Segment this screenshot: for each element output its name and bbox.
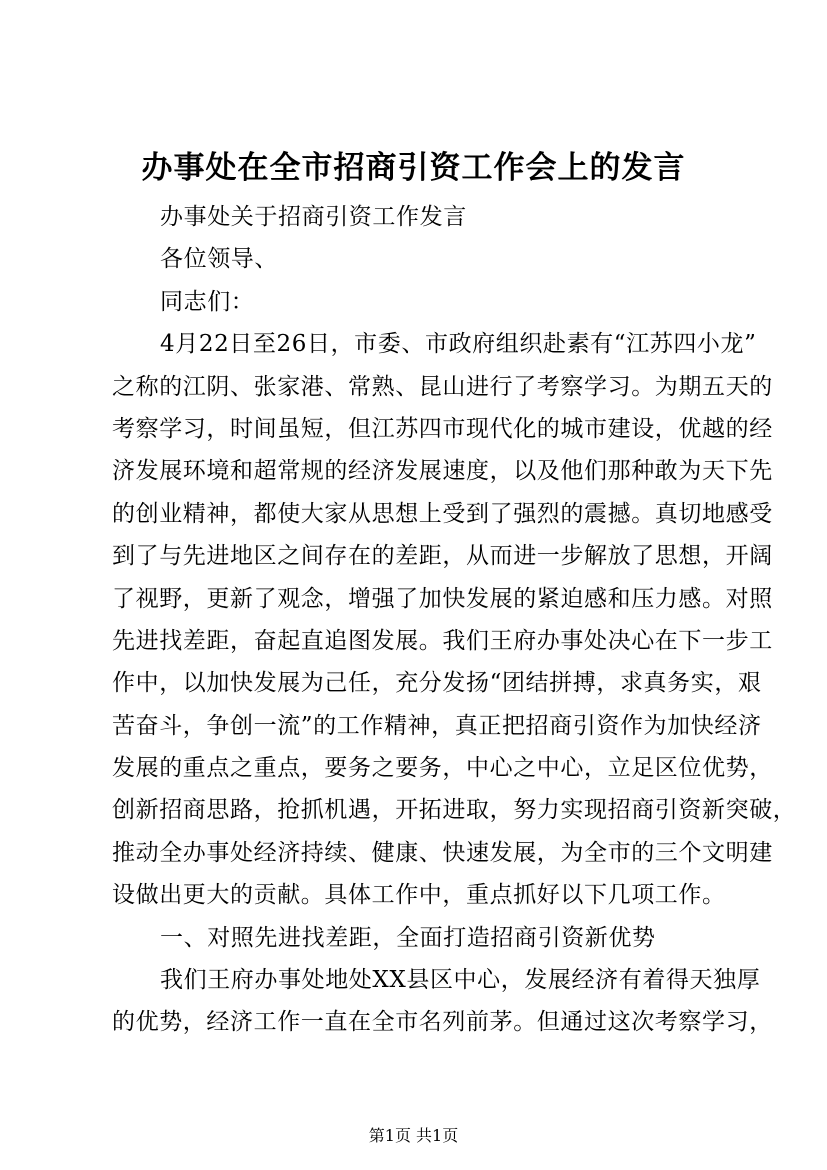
body-line: 苦奋斗，争创一流”的工作精神，真正把招商引资作为加快经济 — [112, 712, 762, 739]
body-line: 的优势，经济工作一直在全市名列前茅。但通过这次考察学习， — [112, 1009, 773, 1036]
document-title: 办事处在全市招商引资工作会上的发言 — [141, 150, 686, 186]
body-line: 办事处关于招商引资工作发言 — [160, 204, 467, 230]
body-line: 到了与先进地区之间存在的差距，从而进一步解放了思想，开阔 — [112, 543, 773, 570]
body-line: 创新招商思路，抢抓机遇，开拓进取，努力实现招商引资新突破， — [112, 797, 797, 824]
body-line: 考察学习，时间虽短，但江苏四市现代化的城市建设，优越的经 — [112, 415, 773, 442]
page-footer: 第1页 共1页 — [368, 1126, 459, 1145]
document-body — [112, 196, 797, 1044]
body-line: 发展的重点之重点，要务之要务，中心之中心，立足区位优势， — [112, 755, 773, 782]
body-line: 推动全办事处经济持续、健康、快速发展，为全市的三个文明建 — [112, 839, 773, 866]
body-line: 的创业精神，都使大家从思想上受到了强烈的震撼。真切地感受 — [112, 500, 773, 527]
body-line: 同志们： — [160, 288, 255, 315]
body-line: 了视野，更新了观念，增强了加快发展的紧迫感和压力感。对照 — [112, 585, 773, 612]
body-line: 一、对照先进找差距，全面打造招商引资新优势 — [160, 924, 656, 951]
body-line: 各位领导、 — [160, 246, 278, 273]
body-line: 济发展环境和超常规的经济发展速度，以及他们那种敢为天下先 — [112, 458, 773, 485]
body-line: 我们王府办事处地处XX县区中心，发展经济有着得天独厚 — [160, 967, 761, 994]
body-line: 之称的江阴、张家港、常熟、昆山进行了考察学习。为期五天的 — [112, 373, 773, 400]
body-line: 4月22日至26日，市委、市政府组织赴素有“江苏四小龙” — [160, 331, 757, 358]
body-line: 设做出更大的贡献。具体工作中，重点抓好以下几项工作。 — [112, 882, 726, 909]
body-line: 先进找差距，奋起直追图发展。我们王府办事处决心在下一步工 — [112, 627, 773, 654]
body-line: 作中，以加快发展为己任，充分发扬“团结拼搏，求真务实，艰 — [112, 670, 762, 697]
